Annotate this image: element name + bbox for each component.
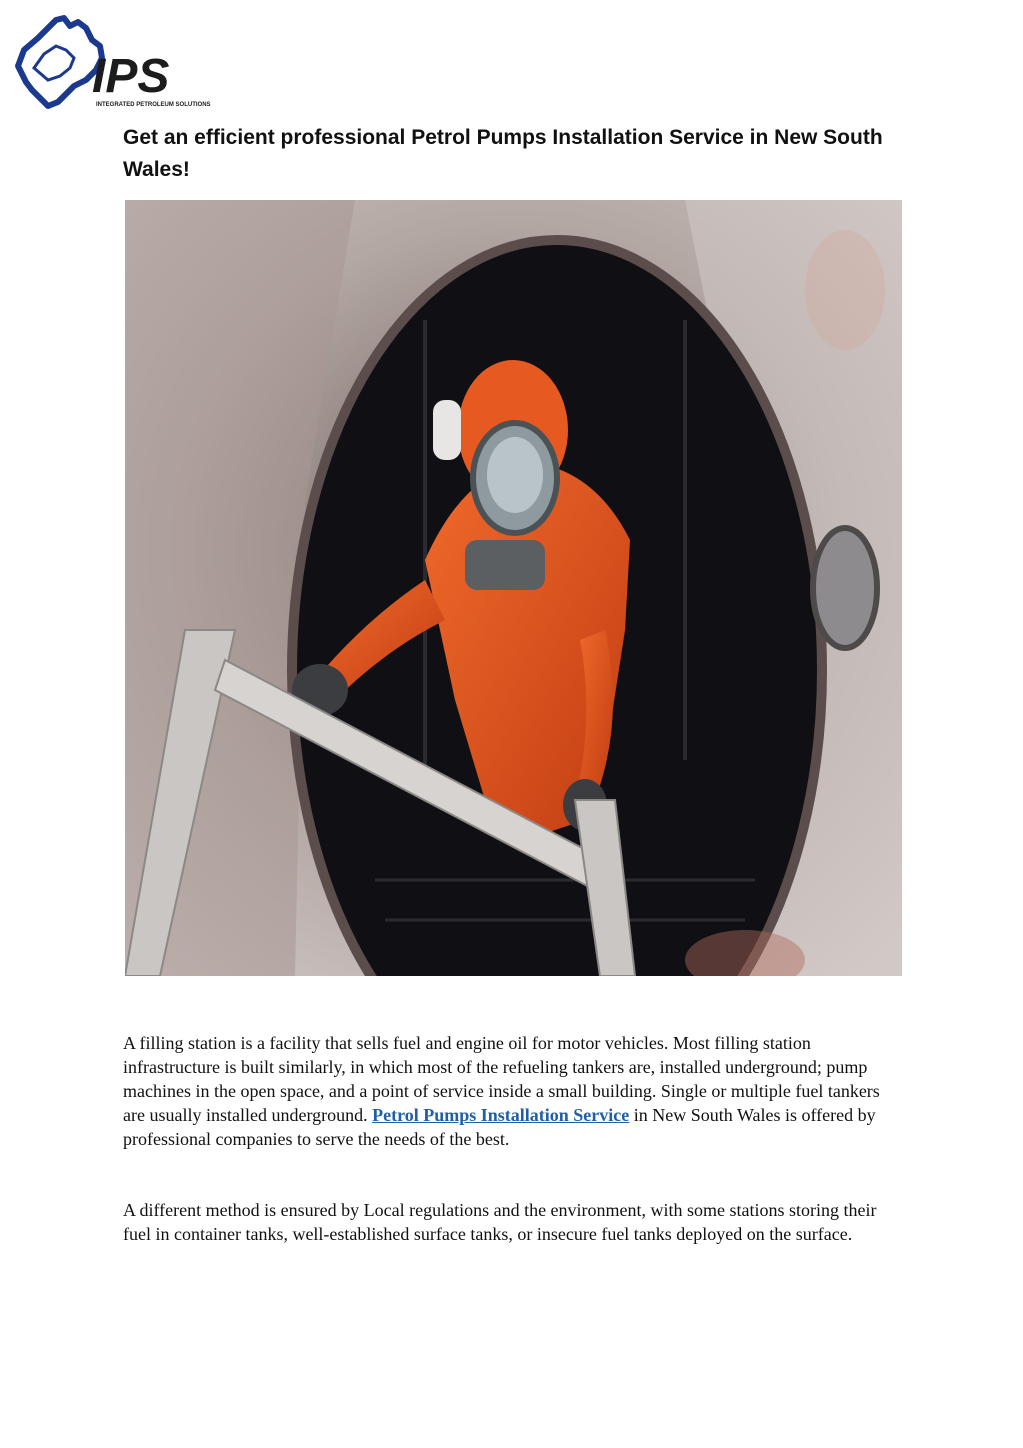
- worker-in-tank-photo: [125, 200, 902, 976]
- paragraph-regulations: A different method is ensured by Local regulations and the environment, with some stations storing their fuel in container tanks, well-established surface tanks, or insecure fuel tanks deployed on the surface.: [123, 1200, 877, 1244]
- paragraph1-text-before: A filling station is a facility that sells fuel and engine oil for motor vehicles. Most filling station infrastructure is built similarly, in which most of the refueling tankers are, installed underground; pump machines in the open space, and a point of service inside a small building. Single or multiple fuel tankers are usually installed underground.: [123, 1033, 880, 1125]
- petrol-pumps-installation-link[interactable]: Petrol Pumps Installation Service: [372, 1105, 630, 1125]
- ips-logo: [4, 6, 222, 120]
- logo-brand-text: IPS: [92, 50, 170, 103]
- logo-graphic: [4, 6, 222, 120]
- paragraph1-text-after: in New South Wales is offered by professional companies to serve the needs of the best.: [123, 1105, 876, 1149]
- page-title: Get an efficient professional Petrol Pumps Installation Service in New South Wales!: [123, 126, 883, 181]
- logo-tagline: INTEGRATED PETROLEUM SOLUTIONS: [96, 102, 211, 108]
- paragraph-filling-station: [123, 1031, 903, 1151]
